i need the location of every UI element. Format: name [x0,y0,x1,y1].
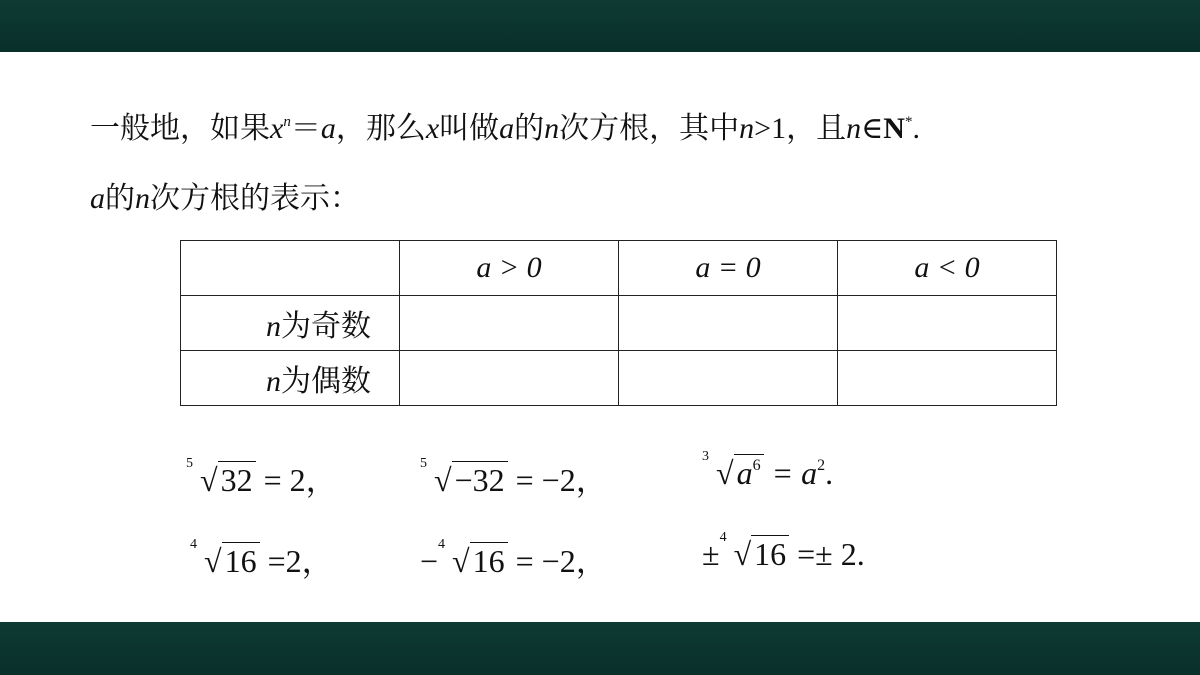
root-index: 4 [438,537,446,552]
root-index: 5 [186,456,193,471]
table-corner-cell [181,241,400,296]
header-a-negative: a < 0 [838,241,1057,296]
var-n: n [544,112,560,145]
table-row [181,351,1057,406]
table-cell [838,296,1057,351]
radical [719,530,790,573]
equals-sign: ＝ [290,112,321,145]
table-cell [838,351,1057,406]
example-neg-fourth-root-16 [420,536,608,582]
result: =± 2. [789,536,865,572]
radicand: 16 [470,542,508,579]
radical-sign-icon: √ [204,543,222,579]
table-header-row [181,241,1057,296]
root-index: 3 [702,449,709,464]
var-n: n [846,112,862,145]
example-pm-fourth-root-16 [702,530,865,573]
example-fifth-root-neg32 [420,455,608,501]
radical [190,537,260,580]
radical-sign-icon: √ [434,462,452,498]
plus-minus-sign: ± [702,536,720,572]
text-segment: 次方根的表示： [150,182,360,215]
radical [186,456,256,499]
radicand-base: a [736,455,753,491]
var-a: a [90,182,105,215]
definition-line [90,103,920,147]
radical [438,537,508,580]
radical-sign-icon: √ [200,462,218,498]
radical-sign-icon: √ [452,543,470,579]
table-cell [619,296,838,351]
result-exponent: 2 [817,457,826,474]
radicand: 16 [222,542,260,579]
example-fifth-root-32 [186,455,338,501]
table-cell [400,351,619,406]
period: . [825,455,834,491]
radicand [734,454,764,491]
header-a-zero: a = 0 [619,241,838,296]
var-x: x [270,112,284,145]
text-segment: 的 [514,112,545,145]
superscript-star: * [904,114,913,130]
var-n: n [266,365,281,398]
representation-heading [90,173,360,217]
radicand: −32 [452,461,508,498]
top-banner [0,0,1200,52]
row-label-text: 为偶数 [281,365,371,398]
radical [420,456,508,499]
radicand-exponent: 6 [752,457,761,474]
root-index: 4 [190,537,197,552]
result: = −2， [507,543,608,579]
row-label-odd [181,296,400,351]
text-segment: 一般地，如果 [90,112,270,145]
root-index: 5 [420,456,427,471]
var-n: n [266,310,281,343]
radicand: 32 [218,461,256,498]
root-index: 4 [719,530,727,545]
minus-sign: − [420,543,439,579]
text-segment: 次方根，其中 [559,112,740,145]
var-x: x [425,112,440,145]
text-segment: 的 [105,182,135,215]
result: =2， [259,543,334,579]
text-segment: >1，且 [754,112,847,145]
radical-sign-icon: √ [733,536,752,572]
root-table [180,240,1057,406]
example-cube-root-a6 [702,449,834,492]
result: = −2， [507,462,608,498]
set-N: N [883,112,905,145]
var-a: a [320,112,336,145]
radical [702,449,764,492]
bottom-banner [0,622,1200,675]
result: = a [763,455,818,491]
table-cell [619,351,838,406]
var-a: a [499,112,515,145]
header-a-positive: a > 0 [400,241,619,296]
table-row [181,296,1057,351]
row-label-text: 为奇数 [281,310,371,343]
period: . [912,112,920,145]
exponent-n: n [283,114,291,130]
radical-sign-icon: √ [716,455,734,491]
example-fourth-root-16 [190,536,334,582]
result: = 2， [255,462,338,498]
text-segment: ，那么 [335,112,426,145]
radicand: 16 [751,535,789,572]
table-cell [400,296,619,351]
var-n: n [135,182,150,215]
element-of-sign: ∈ [861,112,884,145]
var-n: n [739,112,755,145]
text-segment: 叫做 [439,112,500,145]
row-label-even [181,351,400,406]
